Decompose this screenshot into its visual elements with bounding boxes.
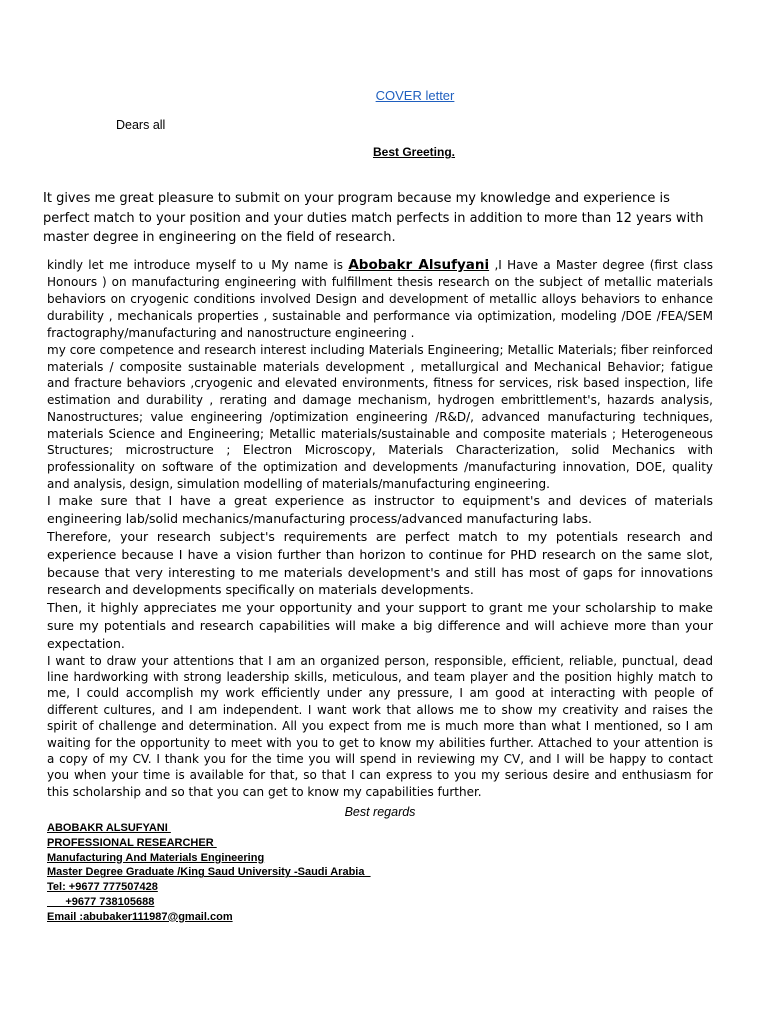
letter-body bbox=[47, 257, 713, 800]
greeting: Best Greeting. bbox=[372, 145, 456, 159]
signature-role: PROFESSIONAL RESEARCHER bbox=[47, 836, 217, 849]
introduce-text-before: kindly let me introduce myself to u My name is bbox=[47, 258, 349, 272]
signature-email: Email :abubaker111987@gmail.com bbox=[47, 910, 233, 923]
then-paragraph: Then, it highly appreciates me your opportunity and your support to grant me your scholarship to make sure my potentials and research capabilities will make a big difference and will achieve more than your expectation. bbox=[47, 600, 713, 651]
applicant-name: Abobakr Alsufyani bbox=[348, 257, 490, 273]
introduce-text-after: ,I Have a Master degree (first class Honours ) on manufacturing engineering with fulfillment thesis research on the subject of metallic materials behaviors on cryogenic conditions involved Design and development of metallic alloys behaviors to enhance durability , mechanicals properties , sustainable and performance via optimization, modeling /DOE /FEA/SEM fractography/manufacturing and nanostructure engineering . bbox=[47, 258, 713, 340]
signature-phone-1: Tel: +9677 777507428 bbox=[47, 881, 158, 894]
introduce-paragraph bbox=[47, 257, 713, 342]
experience-paragraph: I make sure that I have a great experience as instructor to equipment's and devices of materials engineering lab/solid mechanics/manufacturing process/advanced manufacturing labs. bbox=[47, 493, 713, 527]
closing: Best regards bbox=[344, 805, 416, 819]
signature-name: ABOBAKR ALSUFYANI bbox=[47, 822, 171, 834]
intro-paragraph: It gives me great pleasure to submit on your program because my knowledge and experience is perfect match to your position and your duties match perfects in addition to more than 12 years with master degree in engineering on the field of research. bbox=[43, 191, 704, 245]
therefore-paragraph: Therefore, your research subject's requirements are perfect match to my potentials research and experience because I have a vision further than horizon to continue for PHD research on the same slot, because that very interesting to me materials development's and still has most of gaps for innovations research and developments specifically on materials developments. bbox=[47, 528, 713, 598]
signature-degree: Master Degree Graduate /King Saud University -Saudi Arabia bbox=[47, 866, 371, 879]
salutation: Dears all bbox=[116, 118, 166, 132]
cover-letter-title: COVER letter bbox=[375, 88, 455, 103]
competence-paragraph: my core competence and research interest including Materials Engineering; Metallic Materials; fiber reinforced materials / composite sustainable materials development , metallurgical and Mechanical Behavior; fatigue and fracture behaviors ,cryogenic and elevated environments, fitness for services, risk based inspection, life estimation and durability , rerating and damage mechanism, hydrogen embrittlement's, hazards analysis, Nanostructures; value engineering /optimization engineering /R&D/, advanced manufacturing techniques, materials Science and Engineering; Metallic materials/sustainable and composite materials ; Heterogeneous Structures; microstructure ; Electron Microscopy, Materials Characterization, solid Mechanics with professionality on software of the optimization and developments /manufacturing innovation, DOE, quality and analysis, design, simulation modelling of materials/manufacturing engineering. bbox=[47, 343, 713, 491]
signature-block bbox=[47, 821, 371, 925]
attention-paragraph: I want to draw your attentions that I am an organized person, responsible, efficient, reliable, punctual, dead line hardworking with strong leadership skills, meticulous, and team player and the position highly match to me, I could accomplish my work efficiently under any pressure, I am good at interacting with people of different cultures, and I am independent. I want work that allows me to show my creativity and raises the spirit of challenge and determination. All you expect from me is much more than what I mentioned, so I am waiting for the opportunity to meet with you to get to know my abilities further. Attached to your attention is a copy of my CV. I thank you for the time you will spend in reviewing my CV, and I will be happy to contact you when your time is available for that, so that I can express to you my serious desire and enthusiasm for this scholarship and so that you can get to know my capabilities further. bbox=[47, 653, 713, 799]
signature-field: Manufacturing And Materials Engineering bbox=[47, 851, 265, 864]
signature-phone-2: +9677 738105688 bbox=[47, 895, 155, 908]
